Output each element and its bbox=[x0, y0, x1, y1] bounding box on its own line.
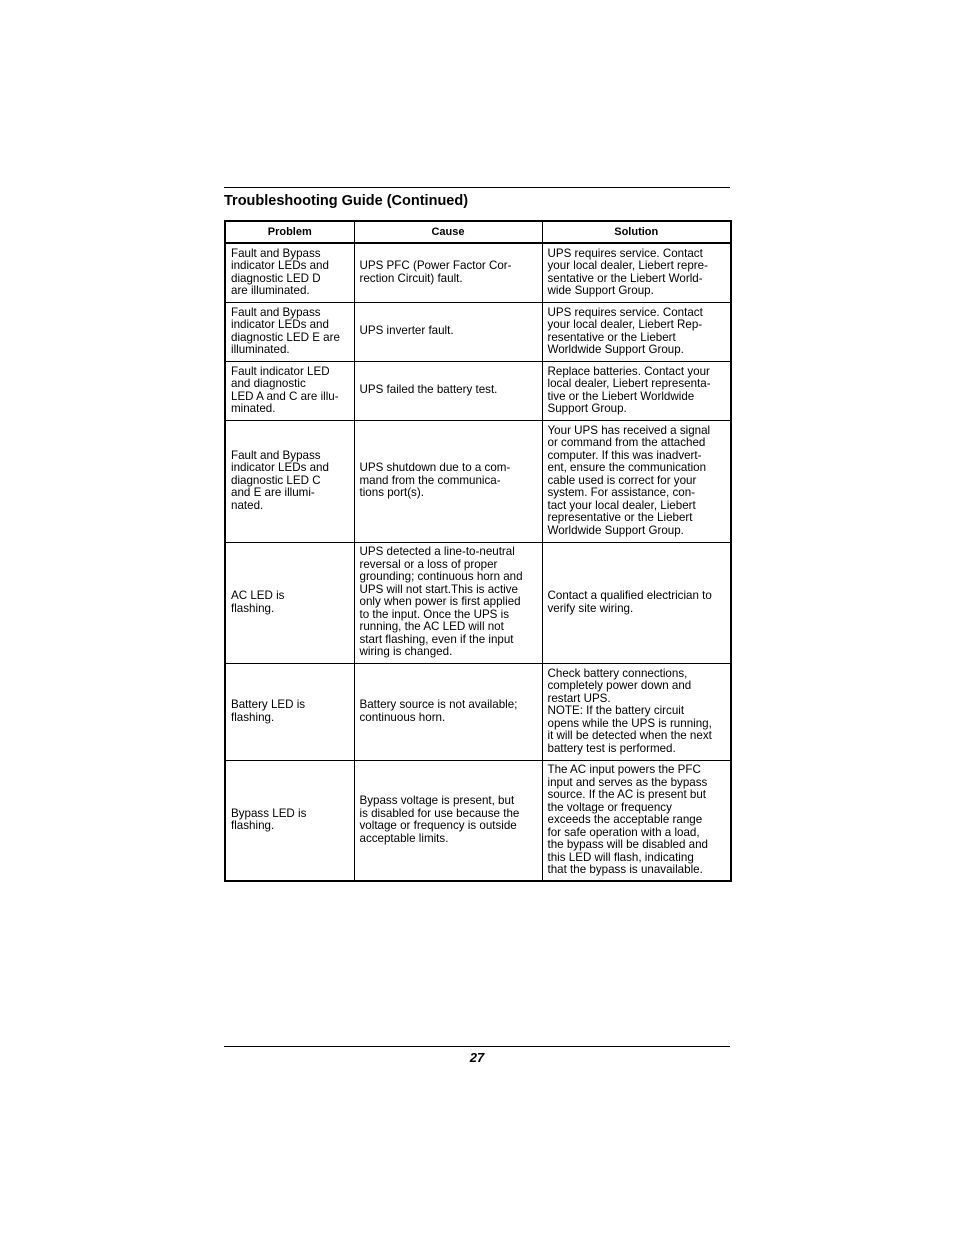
table-row bbox=[225, 760, 731, 881]
cause-cell: Bypass voltage is present, but is disabled for use because the voltage or frequency is outside acceptable limits. bbox=[354, 760, 542, 881]
problem-cell: Fault and Bypass indicator LEDs and diagnostic LED C and E are illumi- nated. bbox=[225, 420, 354, 542]
bottom-rule bbox=[224, 1046, 730, 1047]
table-row bbox=[225, 420, 731, 542]
cause-cell: UPS PFC (Power Factor Cor- rection Circuit) fault. bbox=[354, 243, 542, 302]
cause-cell: UPS detected a line-to-neutral reversal or a loss of proper grounding; continuous horn and UPS will not start.This is active only when power is first applied to the input. Once the UPS is running, the AC LED will not start flashing, even if the input wiring is changed. bbox=[354, 542, 542, 663]
table-row bbox=[225, 361, 731, 420]
top-rule bbox=[224, 187, 730, 188]
problem-cell: Fault indicator LED and diagnostic LED A and C are illu- minated. bbox=[225, 361, 354, 420]
header-solution: Solution bbox=[542, 221, 731, 243]
cause-cell: UPS inverter fault. bbox=[354, 302, 542, 361]
problem-cell: Fault and Bypass indicator LEDs and diagnostic LED E are illuminated. bbox=[225, 302, 354, 361]
table-header-row bbox=[225, 221, 731, 243]
solution-cell: Contact a qualified electrician to verify site wiring. bbox=[542, 542, 731, 663]
table-row bbox=[225, 663, 731, 760]
cause-cell: UPS shutdown due to a com- mand from the communica- tions port(s). bbox=[354, 420, 542, 542]
header-problem: Problem bbox=[225, 221, 354, 243]
solution-cell: Your UPS has received a signal or command from the attached computer. If this was inadvert- ent, ensure the communication cable used is correct for your system. For assistance, con- tact your local dealer, Liebert representative or the Liebert Worldwide Support Group. bbox=[542, 420, 731, 542]
solution-cell: UPS requires service. Contact your local dealer, Liebert repre- sentative or the Liebert World- wide Support Group. bbox=[542, 243, 731, 302]
table-row bbox=[225, 302, 731, 361]
problem-cell: Battery LED is flashing. bbox=[225, 663, 354, 760]
problem-cell: AC LED is flashing. bbox=[225, 542, 354, 663]
troubleshooting-table bbox=[224, 220, 732, 882]
solution-cell: Check battery connections, completely power down and restart UPS. NOTE: If the battery circuit opens while the UPS is running, it will be detected when the next battery test is performed. bbox=[542, 663, 731, 760]
solution-cell: The AC input powers the PFC input and serves as the bypass source. If the AC is present but the voltage or frequency exceeds the acceptable range for safe operation with a load, the bypass will be disabled and this LED will flash, indicating that the bypass is unavailable. bbox=[542, 760, 731, 881]
cause-cell: UPS failed the battery test. bbox=[354, 361, 542, 420]
problem-cell: Bypass LED is flashing. bbox=[225, 760, 354, 881]
page-number: 27 bbox=[469, 1050, 485, 1065]
solution-cell: Replace batteries. Contact your local dealer, Liebert representa- tive or the Liebert Worldwide Support Group. bbox=[542, 361, 731, 420]
header-cause: Cause bbox=[354, 221, 542, 243]
problem-cell: Fault and Bypass indicator LEDs and diagnostic LED D are illuminated. bbox=[225, 243, 354, 302]
table-row bbox=[225, 542, 731, 663]
solution-cell: UPS requires service. Contact your local dealer, Liebert Rep- resentative or the Liebert Worldwide Support Group. bbox=[542, 302, 731, 361]
page-heading: Troubleshooting Guide (Continued) bbox=[224, 193, 469, 209]
table-row bbox=[225, 243, 731, 302]
cause-cell: Battery source is not available; continuous horn. bbox=[354, 663, 542, 760]
